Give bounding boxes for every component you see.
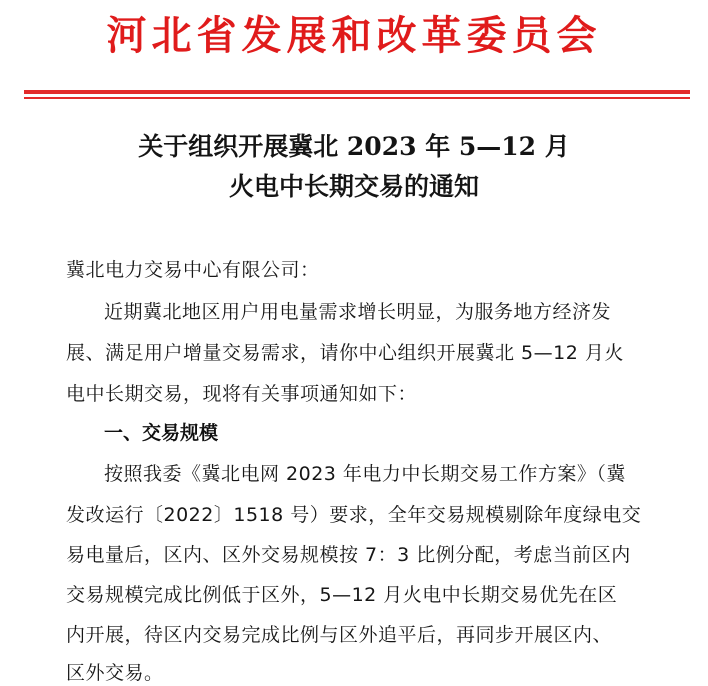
paragraph-2-line-6: 区外交易。 bbox=[66, 662, 164, 684]
header-red-rule-thin bbox=[24, 97, 690, 99]
organization-header: 河北省发展和改革委员会 bbox=[106, 13, 602, 59]
header-red-rule-thick bbox=[24, 90, 690, 94]
paragraph-1-line-2: 展、满足用户增量交易需求，请你中心组织开展冀北 5—12 月火 bbox=[66, 342, 624, 364]
salutation: 冀北电力交易中心有限公司： bbox=[66, 259, 320, 281]
paragraph-2-line-5: 内开展，待区内交易完成比例与区外追平后，再同步开展区内、 bbox=[66, 624, 613, 646]
section-heading-1: 一、交易规模 bbox=[104, 422, 219, 444]
document-title-line-2: 火电中长期交易的通知 bbox=[228, 172, 479, 201]
paragraph-2-line-4: 交易规模完成比例低于区外，5—12 月火电中长期交易优先在区 bbox=[66, 584, 618, 606]
document-title-line-1: 关于组织开展冀北 2023 年 5—12 月 bbox=[138, 132, 570, 161]
paragraph-1-line-1: 近期冀北地区用户用电量需求增长明显，为服务地方经济发 bbox=[104, 301, 612, 323]
paragraph-2-line-3: 易电量后，区内、区外交易规模按 7：3 比例分配，考虑当前区内 bbox=[66, 544, 631, 566]
paragraph-1-line-3: 电中长期交易，现将有关事项通知如下： bbox=[66, 383, 418, 405]
paragraph-2-line-1: 按照我委《冀北电网 2023 年电力中长期交易工作方案》（冀 bbox=[104, 463, 626, 485]
paragraph-2-line-2: 发改运行〔2022〕1518 号）要求，全年交易规模剔除年度绿电交 bbox=[66, 504, 642, 526]
